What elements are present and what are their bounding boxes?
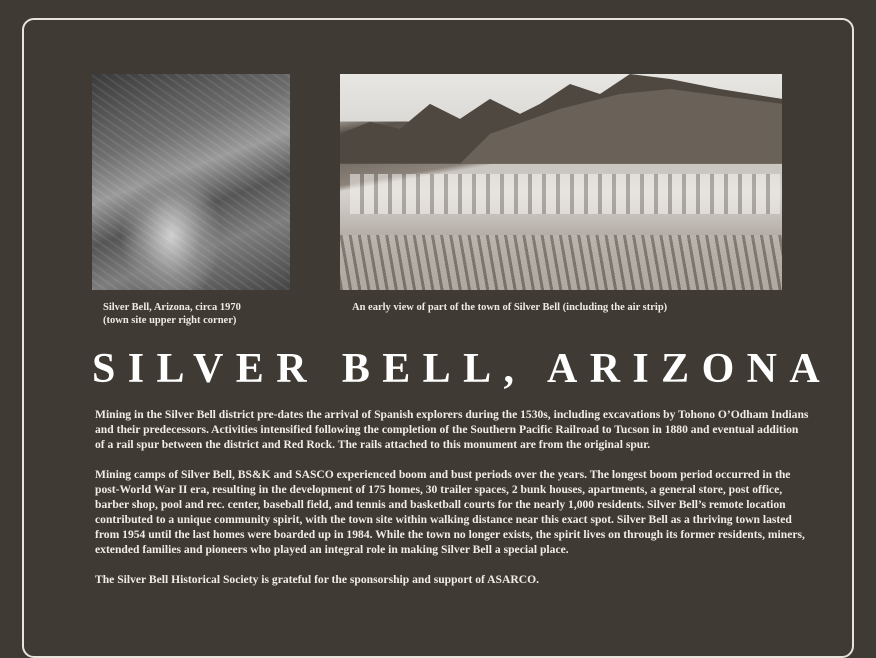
aerial-photo-silver-bell-1970 [92,74,290,290]
sign-body [95,407,810,602]
caption-line: (town site upper right corner) [103,315,237,326]
paragraph-acknowledgement: The Silver Bell Historical Society is grateful for the sponsorship and support of ASARCO. [95,573,540,586]
town-buildings [350,174,780,214]
paragraph-town: Mining camps of Silver Bell, BS&K and SASCO experienced boom and bust periods over the years. The longest boom period occurred in the post-World War II era, resulting in the development of 175 homes, 30 trailer spaces, 2 bunk houses, apartments, a general store, post office, barber shop, pool and rec. center, baseball field, and tennis and basketball courts for the nearly 1,000 residents. Silver Bell’s remote location contributed to a unique community spirit, with the town site within walking distance near this exact spot. Silver Bell as a thriving town lasted from 1954 until the last homes were boarded up in 1984. While the town no longer exists, the spirit lives on through its former residents, miners, extended families and pioneers who played an integral role in making Silver Bell a special place. [95,468,805,556]
photo-caption-aerial [103,301,241,327]
paragraph-history: Mining in the Silver Bell district pre-dates the arrival of Spanish explorers during the 1530s, including excavations by Tohono O’Odham Indians and their predecessors. Activities intensified following the completion of the Southern Pacific Railroad to Tucson in 1880 and eventual addition of a rail spur between the district and Red Rock. The rails attached to this monument are from the original spur. [95,408,809,451]
sign-title: SILVER BELL, ARIZONA [92,346,833,392]
caption-line: Silver Bell, Arizona, circa 1970 [103,302,241,313]
early-town-photo [340,74,782,290]
photo-caption-town: An early view of part of the town of Silver Bell (including the air strip) [352,302,668,313]
desert-brush [340,235,782,290]
